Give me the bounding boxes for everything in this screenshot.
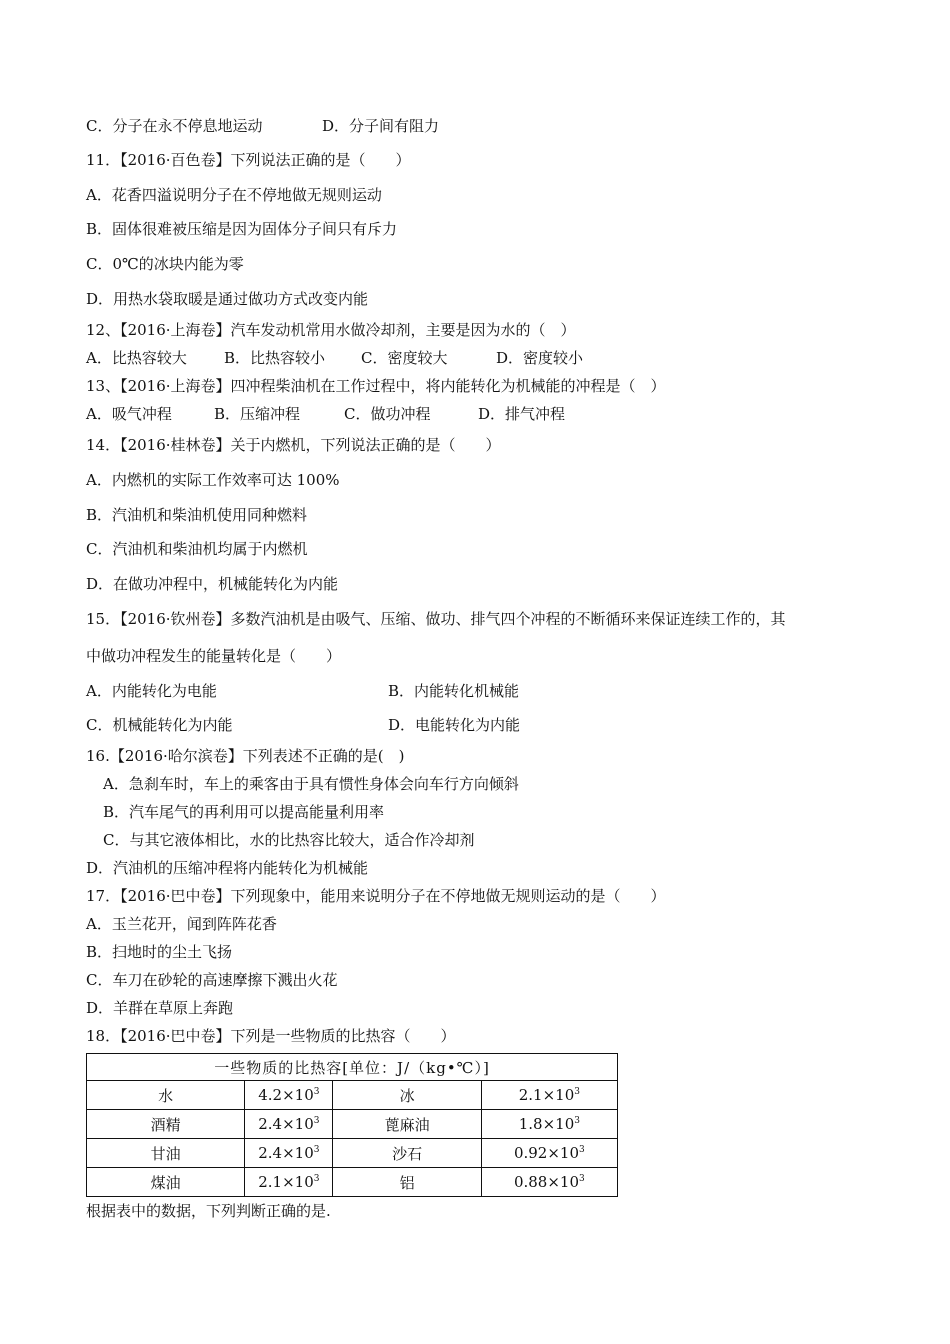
q16-option-d: D．汽油机的压缩冲程将内能转化为机械能	[86, 859, 369, 877]
substance-name: 冰	[333, 1081, 481, 1110]
q14-option-c: C．汽油机和柴油机均属于内燃机	[86, 540, 308, 558]
substance-name: 甘油	[87, 1139, 245, 1168]
specific-heat-value: $2.1\times 10^3$	[245, 1168, 333, 1197]
q14-stem: 14．【2016·桂林卷】关于内燃机，下列说法正确的是（ ）	[86, 436, 501, 454]
q13-option-d: D．排气冲程	[478, 405, 566, 423]
q17-stem: 17．【2016·巴中卷】下列现象中，能用来说明分子在不停地做无规则运动的是（ ）	[86, 887, 666, 905]
substance-name: 铝	[333, 1168, 481, 1197]
q11-option-b: B．固体很难被压缩是因为固体分子间只有斥力	[86, 220, 398, 238]
q12-stem: 12、【2016·上海卷】汽车发动机常用水做冷却剂，主要是因为水的（ ）	[86, 321, 576, 339]
table-row	[87, 1081, 618, 1110]
q10-option-d: D．分子间有阻力	[322, 117, 440, 135]
q12-option-b: B．比热容较小	[224, 349, 326, 367]
q11-option-c: C．0℃的冰块内能为零	[86, 255, 244, 273]
q15-option-b: B．内能转化机械能	[388, 682, 520, 700]
specific-heat-value: $0.92\times 10^3$	[481, 1139, 617, 1168]
table-row	[87, 1110, 618, 1139]
substance-name: 蓖麻油	[333, 1110, 481, 1139]
q12-option-a: A．比热容较大	[86, 349, 187, 367]
q16-stem: 16.【2016·哈尔滨卷】下列表述不正确的是( )	[86, 747, 405, 765]
specific-heat-value: $4.2\times 10^3$	[245, 1081, 333, 1110]
table-title: 一些物质的比热容[单位：J/（kg•℃）]	[87, 1054, 618, 1081]
q15-option-a: A．内能转化为电能	[86, 682, 217, 700]
q17-option-c: C．车刀在砂轮的高速摩擦下溅出火花	[86, 971, 338, 989]
q12-option-d: D．密度较小	[496, 349, 584, 367]
specific-heat-value: $2.1\times 10^3$	[481, 1081, 617, 1110]
q14-option-b: B．汽油机和柴油机使用同种燃料	[86, 506, 308, 524]
q16-option-b: B．汽车尾气的再利用可以提高能量利用率	[103, 803, 385, 821]
q16-option-a: A．急刹车时，车上的乘客由于具有惯性身体会向车行方向倾斜	[103, 775, 519, 793]
q18-stem: 18．【2016·巴中卷】下列是一些物质的比热容（ ）	[86, 1027, 456, 1045]
q11-stem: 11．【2016·百色卷】下列说法正确的是（ ）	[86, 151, 411, 169]
specific-heat-table	[86, 1053, 618, 1197]
q10-option-c: C．分子在永不停息地运动	[86, 117, 263, 135]
q16-option-c: C．与其它液体相比，水的比热容比较大，适合作冷却剂	[103, 831, 475, 849]
substance-name: 水	[87, 1081, 245, 1110]
specific-heat-value: $2.4\times 10^3$	[245, 1110, 333, 1139]
q15-option-c: C．机械能转化为内能	[86, 716, 233, 734]
q15-option-d: D．电能转化为内能	[388, 716, 521, 734]
q18-after-table-text: 根据表中的数据，下列判断正确的是.	[86, 1202, 331, 1220]
q14-option-a: A．内燃机的实际工作效率可达 100%	[86, 471, 340, 489]
q17-option-d: D．羊群在草原上奔跑	[86, 999, 234, 1017]
q17-option-a: A．玉兰花开，闻到阵阵花香	[86, 915, 277, 933]
q13-option-c: C．做功冲程	[344, 405, 431, 423]
q13-option-a: A．吸气冲程	[86, 405, 172, 423]
q15-stem-line1: 15．【2016·钦州卷】多数汽油机是由吸气、压缩、做功、排气四个冲程的不断循环来保证连续工作的，其	[86, 610, 786, 628]
q13-option-b: B．压缩冲程	[214, 405, 301, 423]
q13-stem: 13、【2016·上海卷】四冲程柴油机在工作过程中，将内能转化为机械能的冲程是（ ）	[86, 377, 666, 395]
q14-option-d: D．在做功冲程中，机械能转化为内能	[86, 575, 339, 593]
specific-heat-value: $1.8\times 10^3$	[481, 1110, 617, 1139]
q17-option-b: B．扫地时的尘土飞扬	[86, 943, 233, 961]
q15-stem-line2: 中做功冲程发生的能量转化是（ ）	[86, 647, 342, 665]
table-row	[87, 1139, 618, 1168]
substance-name: 沙石	[333, 1139, 481, 1168]
q11-option-d: D．用热水袋取暖是通过做功方式改变内能	[86, 290, 369, 308]
substance-name: 酒精	[87, 1110, 245, 1139]
q11-option-a: A．花香四溢说明分子在不停地做无规则运动	[86, 186, 382, 204]
specific-heat-value: $0.88\times 10^3$	[481, 1168, 617, 1197]
specific-heat-value: $2.4\times 10^3$	[245, 1139, 333, 1168]
q12-option-c: C．密度较大	[361, 349, 448, 367]
table-row	[87, 1168, 618, 1197]
table-title-row	[87, 1054, 618, 1081]
substance-name: 煤油	[87, 1168, 245, 1197]
